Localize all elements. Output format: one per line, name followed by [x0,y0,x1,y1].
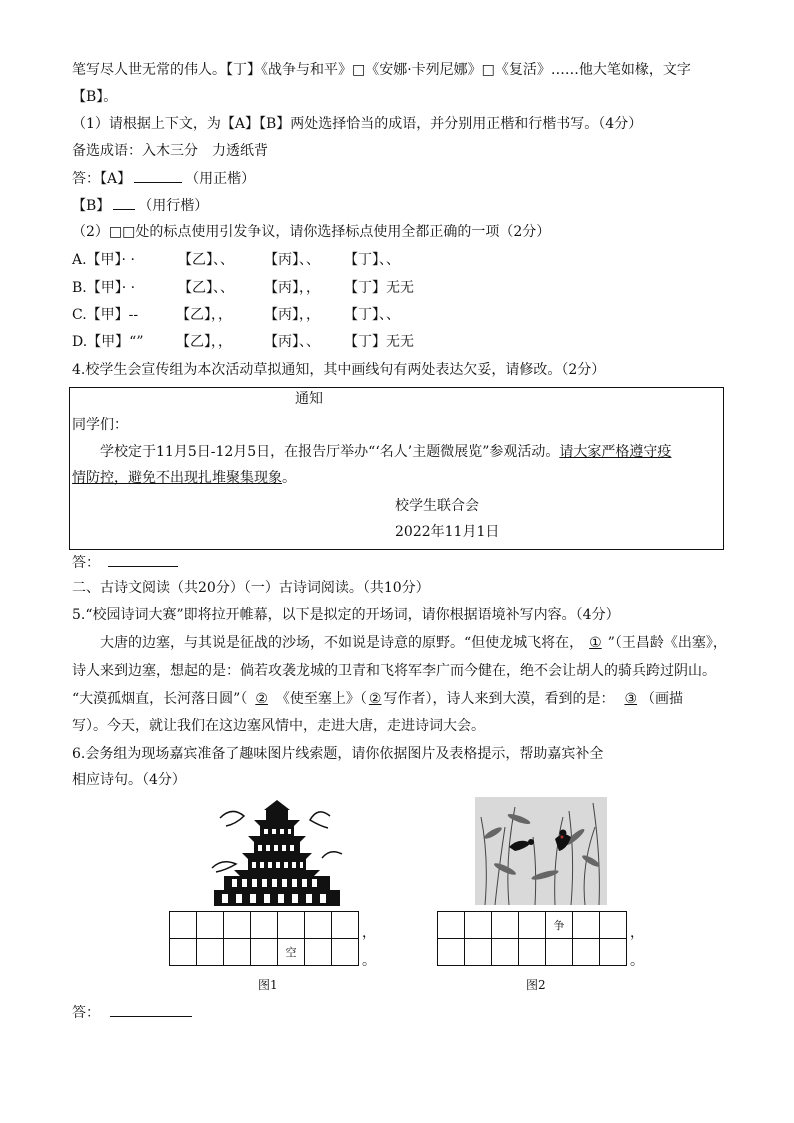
q5-blank-1[interactable]: ① [589,635,602,651]
choice-a-ding: 【丁】、、 [344,252,400,268]
grid-cell[interactable] [197,939,224,966]
grid-1-period: 。 [362,953,376,969]
grid-cell[interactable] [573,939,600,966]
q3-answer-a-prefix: 答：【A】 [72,171,132,187]
q4-answer-label: 答： [72,555,100,571]
q6-question-line1: 6.会务组为现场嘉宾准备了趣味图片线索题，请你依据图片及表格提示，帮助嘉宾补全 [72,746,604,762]
choice-a-yi: 【乙】、、 [178,252,234,268]
grid-cell[interactable] [197,912,224,939]
q3-options: 备选成语：入木三分 力透纸背 [72,143,268,159]
grid-cell[interactable] [332,939,359,966]
birds-reeds-image [475,797,607,905]
grid-cell[interactable] [305,939,332,966]
q5-p3b: 《使至塞上》（ [275,691,367,707]
q5-para-line3 [72,689,683,709]
notice-body-line2 [72,468,296,488]
q3-sub2: （2）□□处的标点使用引发争议，请你选择标点使用全都正确的一项（2分） [72,224,551,240]
notice-body-underlined-1: 请大家严格遵守疫 [559,444,672,460]
q6-answer-label: 答： [72,1005,100,1021]
text-line-top-1: 笔写尽人世无常的伟人。【丁】《战争与和平》□《安娜·卡列尼娜》□《复活》……他大笔如椽，文字 [72,62,691,78]
notice-signature: 校学生联合会 [395,498,479,514]
q5-p3d: （画描 [641,691,684,707]
grid-cell[interactable] [465,912,492,939]
grid-cell[interactable] [519,939,546,966]
notice-body-underlined-2: 情防控，避免不出现扎堆聚集现象 [72,470,282,486]
grid-cell[interactable] [224,939,251,966]
q5-p1b: ”（王昌龄《出塞》， [607,635,727,651]
grid-cell[interactable] [573,912,600,939]
grid-cell[interactable] [332,912,359,939]
notice-box [69,387,724,550]
grid-2-period: 。 [630,953,644,969]
grid-cell[interactable] [438,939,465,966]
notice-date: 2022年11月1日 [395,524,500,540]
grid-cell[interactable] [546,939,573,966]
q5-para-line4: 写）。今天，就让我们在这边塞风情中，走进大唐，走进诗词大会。 [72,718,485,734]
q5-question: 5.“校园诗词大赛”即将拉开帷幕，以下是拟定的开场词，请你根据语境补写内容。（4分） [72,607,620,623]
grid-cell[interactable] [492,912,519,939]
q5-p3a: “大漠孤烟直，长河落日圆”（ [72,691,248,707]
q4-question: 4.校学生会宣传组为本次活动草拟通知，其中画线句有两处表达欠妥，请修改。（2分） [72,362,606,378]
choice-b-bing: 【丙】，， [264,280,320,296]
choice-c-ding: 【丁】、、 [344,307,400,323]
q5-blank-4[interactable]: ③ [624,691,638,707]
grid-cell-given: 争 [546,912,573,939]
choice-d-yi: 【乙】，， [176,334,232,350]
choice-b-ding: 【丁】无无 [344,280,414,296]
answer-grid-1 [169,911,359,966]
q4-answer [72,552,178,573]
grid-cell[interactable] [438,912,465,939]
figure-1-caption: 图1 [258,978,278,992]
q6-question-line2: 相应诗句。（4分） [72,772,186,788]
grid-cell[interactable] [170,912,197,939]
notice-body-line1 [100,442,671,462]
choice-b-yi: 【乙】、、 [178,280,234,296]
grid-2-comma: ， [630,925,644,941]
q5-para-line1 [100,633,727,653]
q5-p1a: 大唐的边塞，与其说是征战的沙场，不如说是诗意的原野。“但使龙城飞将在， [100,635,584,651]
choice-d-bing: 【丙】、、 [264,334,320,350]
q3-sub1: （1）请根据上下文，为【A】【B】两处选择恰当的成语，并分别用正楷和行楷书写。（4分） [72,116,643,132]
q3-answer-a-suffix: （用正楷） [185,171,256,187]
q3-answer-b [72,195,208,216]
text-line-top-2: 【B】。 [72,89,118,105]
q4-answer-blank[interactable] [108,552,178,567]
q5-p3c: 写作者），诗人来到大漠，看到的是： [383,691,615,707]
grid-cell[interactable] [600,939,627,966]
q5-blank-3[interactable]: ② [368,691,382,707]
grid-1-comma: ， [362,925,376,941]
q3-answer-b-suffix: （用行楷） [138,198,209,214]
choice-b-label: B.【甲】· · [72,280,136,296]
q5-para-line2: 诗人来到边塞，想起的是：倘若攻袭龙城的卫青和飞将军李广而今健在，绝不会让胡人的骑兵跨过阴山。 [72,663,716,679]
section-2-heading: 二、古诗文阅读（共20分）（一）古诗词阅读。（共10分） [72,580,430,596]
answer-b-blank[interactable] [113,195,135,210]
q5-blank-2[interactable]: ② [255,691,268,707]
grid-cell-given: 空 [278,939,305,966]
grid-cell[interactable] [465,939,492,966]
q3-answer-b-prefix: 【B】 [72,198,111,214]
choice-a-label: A.【甲】· · [72,252,135,268]
answer-a-blank[interactable] [134,168,182,183]
choice-d-label: D.【甲】“” [72,334,144,350]
choice-c-yi: 【乙】，， [176,307,232,323]
grid-cell[interactable] [492,939,519,966]
figure-2-caption: 图2 [526,978,546,992]
notice-body-plain: 学校定于11月5日-12月5日，在报告厅举办“‘名人’主题微展览”参观活动。 [100,444,560,460]
notice-body-end: 。 [282,470,296,486]
grid-cell[interactable] [600,912,627,939]
notice-greeting: 同学们： [72,417,128,433]
grid-cell[interactable] [278,912,305,939]
choice-d-ding: 【丁】无无 [344,334,414,350]
q6-answer-blank[interactable] [110,1002,192,1017]
grid-cell[interactable] [305,912,332,939]
choice-c-bing: 【丙】，， [264,307,320,323]
choice-a-bing: 【丙】、、 [264,252,320,268]
grid-cell[interactable] [519,912,546,939]
grid-cell[interactable] [251,912,278,939]
grid-cell[interactable] [224,912,251,939]
grid-cell[interactable] [170,939,197,966]
answer-grid-2 [437,911,627,966]
grid-cell[interactable] [251,939,278,966]
choice-c-label: C.【甲】-- [72,307,139,323]
pavilion-image [202,798,352,908]
q3-answer-a [72,168,255,189]
notice-title: 通知 [295,391,323,407]
q6-answer [72,1002,192,1023]
